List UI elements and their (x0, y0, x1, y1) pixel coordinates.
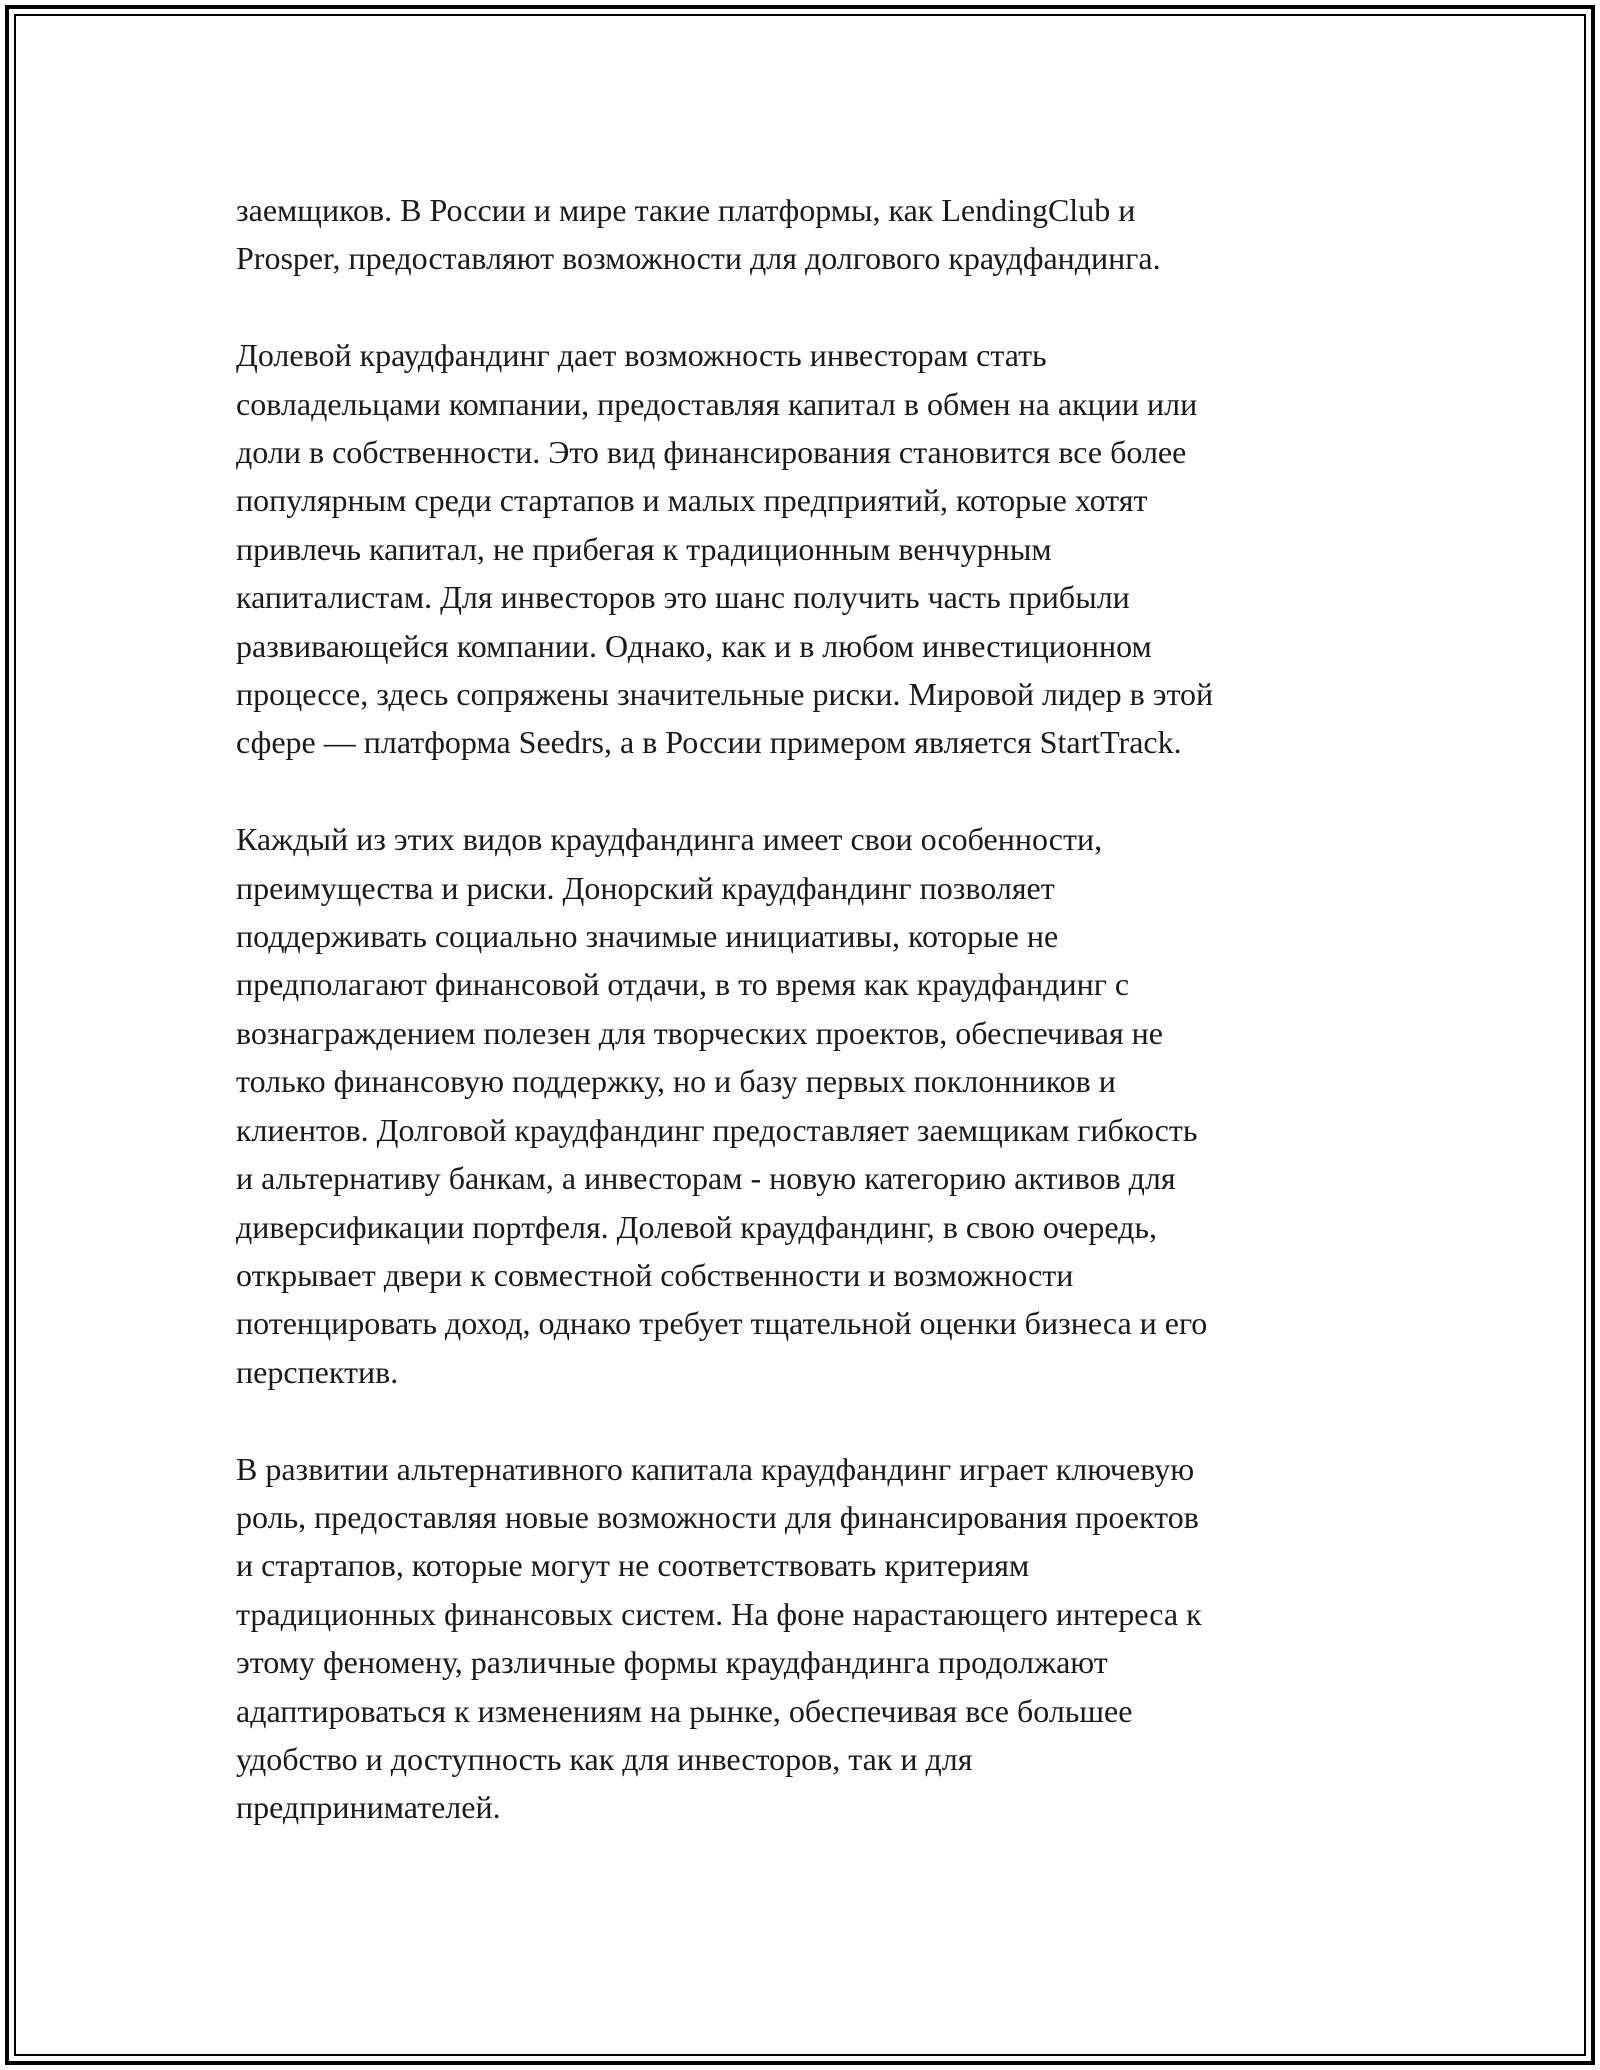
paragraph-line: роль, предоставляя новые возможности для финансирования проектов (236, 1498, 1199, 1535)
paragraph-line: процессе, здесь сопряжены значительные риски. Мировой лидер в этой (236, 676, 1214, 713)
paragraph-line: перспектив. (236, 1353, 399, 1390)
paragraph-line: привлечь капитал, не прибегая к традиционным венчурным (236, 530, 1052, 567)
paragraph-line: и альтернативу банкам, а инвесторам - новую категорию активов для (236, 1160, 1176, 1197)
paragraph-line: диверсификации портфеля. Долевой краудфандинг, в свою очередь, (236, 1208, 1157, 1245)
paragraph-line: развивающейся компании. Однако, как и в любом инвестиционном (236, 627, 1152, 664)
paragraph-line: предпринимателей. (236, 1789, 501, 1826)
paragraph-line: и стартапов, которые могут не соответствовать критериям (236, 1547, 1030, 1584)
paragraph-line: Долевой краудфандинг дает возможность инвесторам стать (236, 337, 1047, 374)
paragraph-line: клиентов. Долговой краудфандинг предоставляет заемщикам гибкость (236, 1111, 1198, 1148)
paragraph-line: Каждый из этих видов краудфандинга имеет свои особенности, (236, 821, 1103, 858)
paragraph-line: заемщиков. В России и мире такие платформы, как LendingClub и (236, 192, 1136, 228)
paragraph-line: сфере — платформа Seedrs, а в России примером является StartTrack. (236, 724, 1182, 761)
paragraph-line: этому феномену, различные формы краудфандинга продолжают (236, 1644, 1108, 1681)
paragraph-line: традиционных финансовых систем. На фоне нарастающего интереса к (236, 1595, 1202, 1632)
paragraph-line: адаптироваться к изменениям на рынке, обеспечивая все большее (236, 1692, 1133, 1729)
paragraph-3 (236, 815, 1366, 1396)
paragraph-line: потенцировать доход, однако требует тщательной оценки бизнеса и его (236, 1305, 1208, 1342)
document-body (236, 186, 1366, 1880)
paragraph-line: совладельцами компании, предоставляя капитал в обмен на акции или (236, 385, 1198, 422)
paragraph-line: поддерживать социально значимые инициативы, которые не (236, 918, 1059, 955)
paragraph-2 (236, 331, 1366, 767)
paragraph-line: только финансовую поддержку, но и базу первых поклонников и (236, 1063, 1116, 1100)
paragraph-line: доли в собственности. Это вид финансирования становится все более (236, 434, 1187, 471)
paragraph-line: предполагают финансовой отдачи, в то время как краудфандинг с (236, 966, 1130, 1003)
paragraph-line: Prosper, предоставляют возможности для долгового краудфандинга. (236, 240, 1161, 277)
paragraph-line: популярным среди стартапов и малых предприятий, которые хотят (236, 482, 1148, 519)
paragraph-1 (236, 186, 1366, 283)
paragraph-line: удобство и доступность как для инвесторов, так и для (236, 1740, 973, 1777)
paragraph-4 (236, 1445, 1366, 1832)
paragraph-line: преимущества и риски. Донорский краудфандинг позволяет (236, 869, 1055, 906)
paragraph-line: открывает двери к совместной собственности и возможности (236, 1256, 1074, 1293)
paragraph-line: вознаграждением полезен для творческих проектов, обеспечивая не (236, 1014, 1163, 1051)
paragraph-line: В развитии альтернативного капитала краудфандинг играет ключевую (236, 1450, 1195, 1487)
paragraph-line: капиталистам. Для инвесторов это шанс получить часть прибыли (236, 579, 1130, 616)
